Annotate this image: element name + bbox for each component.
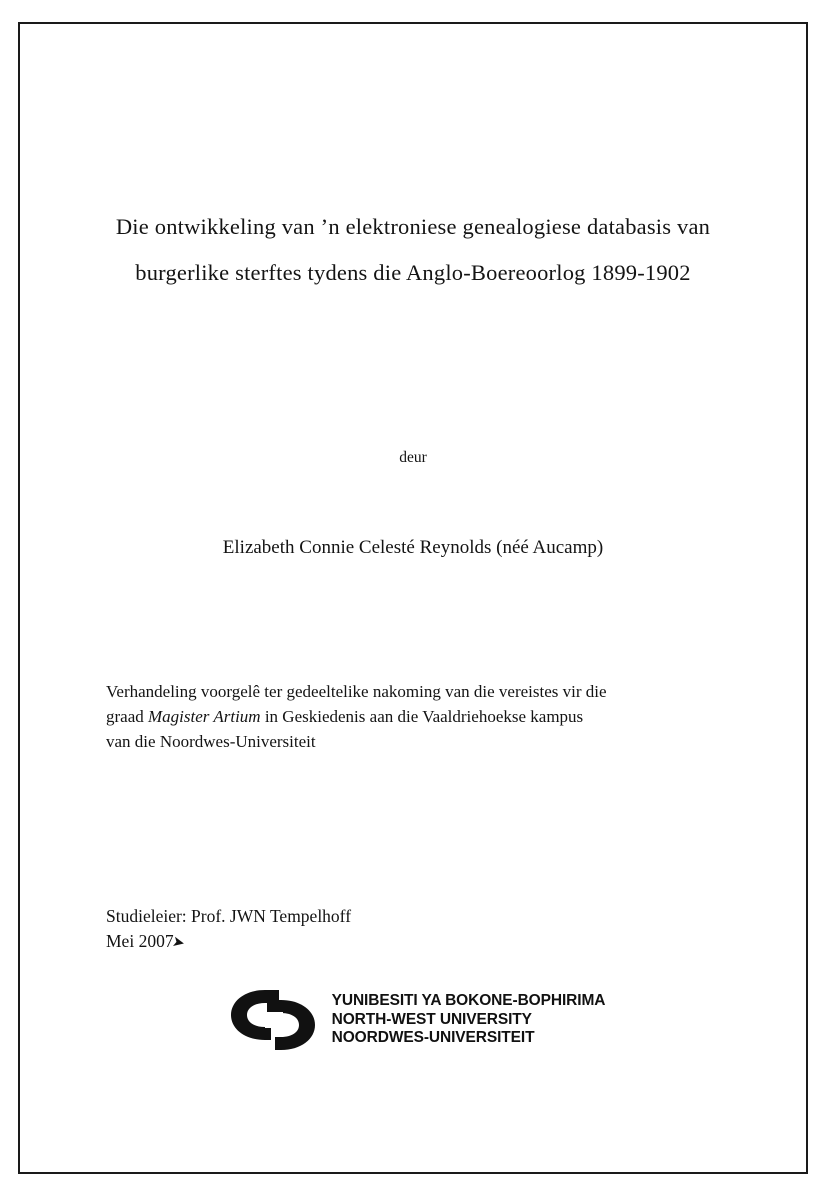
logo-line-1: YUNIBESITI YA BOKONE-BOPHIRIMA <box>331 992 606 1010</box>
title-line-2: burgerlike sterftes tydens die Anglo-Boereoorlog 1899-1902 <box>135 260 691 285</box>
university-logo <box>20 984 806 1056</box>
date-wrapper <box>106 929 720 954</box>
supervisor-line: Studieleier: Prof. JWN Tempelhoff <box>106 906 352 926</box>
logo-line-2: NORTH-WEST UNIVERSITY <box>331 1010 532 1028</box>
handwritten-tick-mark: ➤ <box>170 933 187 953</box>
north-west-university-logo-mark <box>221 984 325 1056</box>
logo-line-3: NOORDWES-UNIVERSITEIT <box>331 1029 535 1047</box>
document-page <box>18 22 808 1174</box>
degree-name: Magister Artium <box>148 707 261 726</box>
page-title <box>106 204 720 296</box>
logo-text <box>332 992 606 1048</box>
by-label: deur <box>399 449 427 466</box>
title-line-1: Die ontwikkeling van ’n elektroniese genealogiese databasis van <box>115 214 711 239</box>
supervisor-block <box>106 904 720 954</box>
statement-line-3: van die Noordwes-Universiteit <box>106 732 316 751</box>
statement-line-1: Verhandeling voorgelê ter gedeeltelike nakoming van die vereistes vir die <box>106 682 607 701</box>
statement-line-2 <box>106 704 720 729</box>
degree-statement <box>106 679 720 754</box>
statement-line-2-pre: graad <box>106 707 149 726</box>
date-line: Mei 2007 <box>106 931 174 951</box>
author-name: Elizabeth Connie Celesté Reynolds (néé Aucamp) <box>222 537 604 558</box>
statement-line-2-post: in Geskiedenis aan die Vaaldriehoekse kampus <box>260 707 584 726</box>
